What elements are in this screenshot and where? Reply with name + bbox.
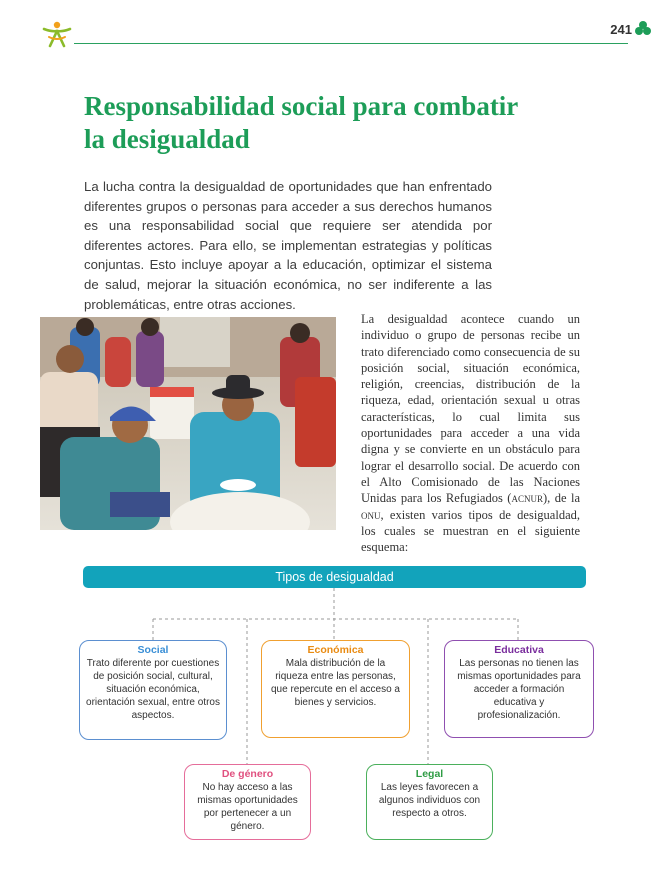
intro-paragraph: La lucha contra la desigualdad de oportunidades que han enfrentado diferentes grupos o personas para acceder a sus derechos humanos es una responsabilidad social que requiere ser atendida por diferentes actores. Para ello, se implementan estrategias y políticas conjuntas. Esto incluye apoyar a la educación, optimizar el sistema de salud, mejorar la situación económica, no ser indiferente a las problemáticas, entre otras acciones.	[84, 179, 492, 312]
box-social	[79, 640, 227, 740]
box-text: Las leyes favorecen a algunos individuos con respecto a otros.	[378, 782, 481, 819]
box-text: Las personas no tienen las mismas oportunidades para acceder a formación educativa y profesionalización.	[457, 658, 581, 721]
box-text: Mala distribución de la riqueza entre las personas, que repercute en el acceso a bienes y servicios.	[271, 658, 400, 708]
diagram-title-banner: Tipos de desigualdad	[83, 566, 586, 588]
body-paragraph: La desigualdad acontece cuando un individuo o grupo de personas recibe un trato diferenciado como consecuencia de su posición social, situación económica, religión, creencias, distribución de la riqueza, edad, orientación sexual u otras características, lo cual limita sus oportunidades para acceder a una vida digna y se convierte en un obstáculo para lograr el desarrollo social. De acuerdo con el Alto Comisionado de las Naciones Unidas para los Refugiados (acnur), de la onu, existen varios tipos de desigualdad, los cuales se muestran en el siguiente esquema:	[361, 312, 580, 555]
box-title: Social	[137, 644, 169, 656]
box-title: Legal	[415, 768, 444, 780]
page-title: Responsabilidad social para combatir la desigualdad	[84, 91, 518, 154]
box-legal	[366, 764, 493, 840]
box-text: Trato diferente por cuestiones de posición social, cultural, situación económica, orientación sexual, entre otros aspectos.	[86, 658, 220, 721]
box-economica	[261, 640, 410, 738]
box-title: De género	[221, 768, 274, 780]
box-text: No hay acceso a las mismas oportunidades por pertenecer a un género.	[197, 782, 298, 832]
box-educativa	[444, 640, 594, 738]
box-title: Educativa	[494, 644, 544, 656]
box-title: Económica	[307, 644, 364, 656]
page-number: 241	[610, 22, 632, 37]
box-de-genero	[184, 764, 311, 840]
